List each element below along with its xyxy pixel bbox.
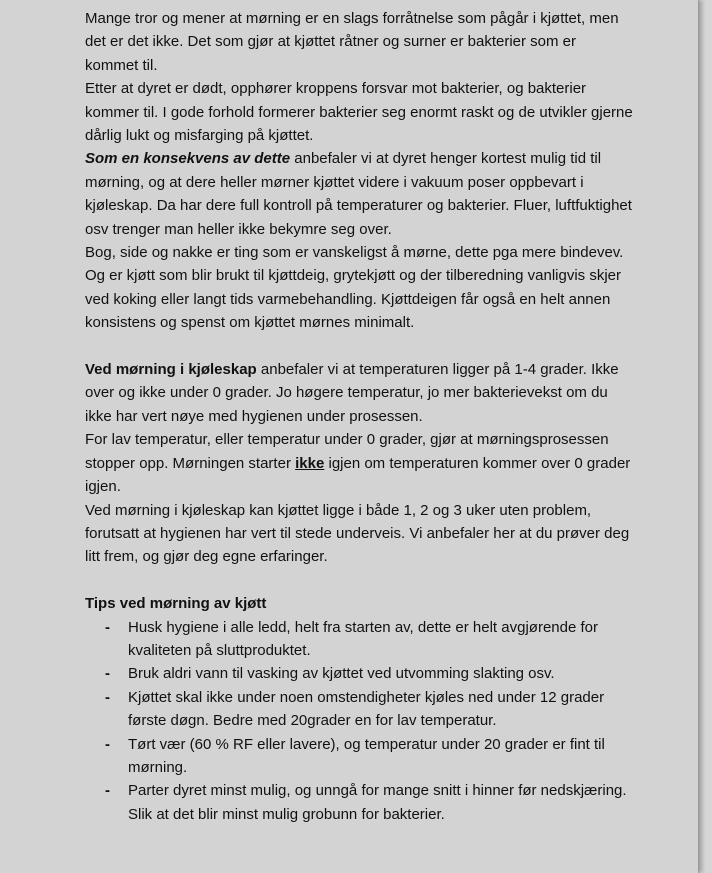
low-temp-emphasis: ikke <box>295 454 325 472</box>
consequence-lead: Som en konsekvens av dette <box>85 150 291 168</box>
spacer <box>85 569 633 592</box>
tips-heading: Tips ved mørning av kjøtt <box>85 595 267 613</box>
bullet-dash: - <box>105 688 110 706</box>
paragraph-intro: Mange tror og mener at mørning er en slags forråtnelse som pågår i kjøttet, men det er det ikke. Det som gjør at kjøttet råtner og surner er bakterier som er kommet til. <box>85 10 619 74</box>
paragraph-duration: Ved mørning i kjøleskap kan kjøttet ligge i både 1, 2 og 3 uker uten problem, forutsatt at hygienen har vert til stede underveis. Vi anbefaler her at du prøver deg litt frem, og gjør deg egne erfaringer. <box>85 501 630 566</box>
paragraph-fridge <box>85 358 633 428</box>
bullet-dash: - <box>105 735 110 753</box>
tip-text: Tørt vær (60 % RF eller lavere), og temperatur under 20 grader er fint til mørning. <box>128 735 605 776</box>
low-temp-text-a: For lav temperatur, eller temperatur under 0 grader, gjør at mørningsprosessen stopper opp. Mørningen starter <box>85 431 609 472</box>
document-body <box>85 7 633 826</box>
spacer <box>85 335 633 358</box>
fridge-lead: Ved mørning i kjøleskap <box>85 361 257 379</box>
tip-text: Bruk aldri vann til vasking av kjøttet ved utvomming slakting osv. <box>128 665 555 683</box>
fridge-text: anbefaler vi at temperaturen ligger på 1-4 grader. Ikke over og ikke under 0 grader. Jo høgere temperatur, jo mer bakterievekst om du ikke har vert nøye med hygienen under prosessen. <box>85 361 619 425</box>
bullet-dash: - <box>105 665 110 683</box>
tip-text: Parter dyret minst mulig, og unngå for mange snitt i hinner før nedskjæring. Slik at det blir minst mulig grobunn for bakterier. <box>128 782 627 823</box>
low-temp-text-b: igjen om temperaturen kommer over 0 grader igjen. <box>85 454 631 496</box>
bullet-dash: - <box>105 618 110 636</box>
tips-list-item <box>85 616 633 663</box>
tips-list-item <box>85 686 633 733</box>
paragraph-low-temp <box>85 428 633 498</box>
bullet-dash: - <box>105 782 110 800</box>
tips-list-item <box>85 662 633 685</box>
paragraph-bacteria: Etter at dyret er dødt, opphører kroppens forsvar mot bakterier, og bakterier kommer til. I gode forhold formerer bakterier seg enormt raskt og de utvikler gjerne dårlig lukt og misfarging på kjøttet. <box>85 80 633 145</box>
tips-list <box>85 616 633 827</box>
consequence-text: anbefaler vi at dyret henger kortest mulig tid til mørning, og at dere heller mørner kjøttet videre i vakuum poser oppbevart i kjøleskap. Da har dere full kontroll på temperaturer og bakterier. Fluer, luftfuktighet osv trenger man heller ikke bekymre seg over. <box>85 150 632 238</box>
tip-text: Husk hygiene i alle ledd, helt fra starten av, dette er helt avgjørende for kvaliteten på sluttproduktet. <box>128 618 598 659</box>
paragraph-cuts: Bog, side og nakke er ting som er vanskeligst å mørne, dette pga mere bindevev. Og er kjøtt som blir brukt til kjøttdeig, grytekjøtt og der tilberedning vanligvis skjer ved koking eller langt tids varmebehandling. Kjøttdeigen får også en helt annen konsistens og spenst om kjøttet mørnes minimalt. <box>85 244 624 332</box>
tips-list-item <box>85 733 633 780</box>
tip-text: Kjøttet skal ikke under noen omstendigheter kjøles ned under 12 grader første døgn. Bedre med 20grader en for lav temperatur. <box>128 688 605 730</box>
paragraph-consequence <box>85 147 633 241</box>
tips-list-item <box>85 779 633 826</box>
